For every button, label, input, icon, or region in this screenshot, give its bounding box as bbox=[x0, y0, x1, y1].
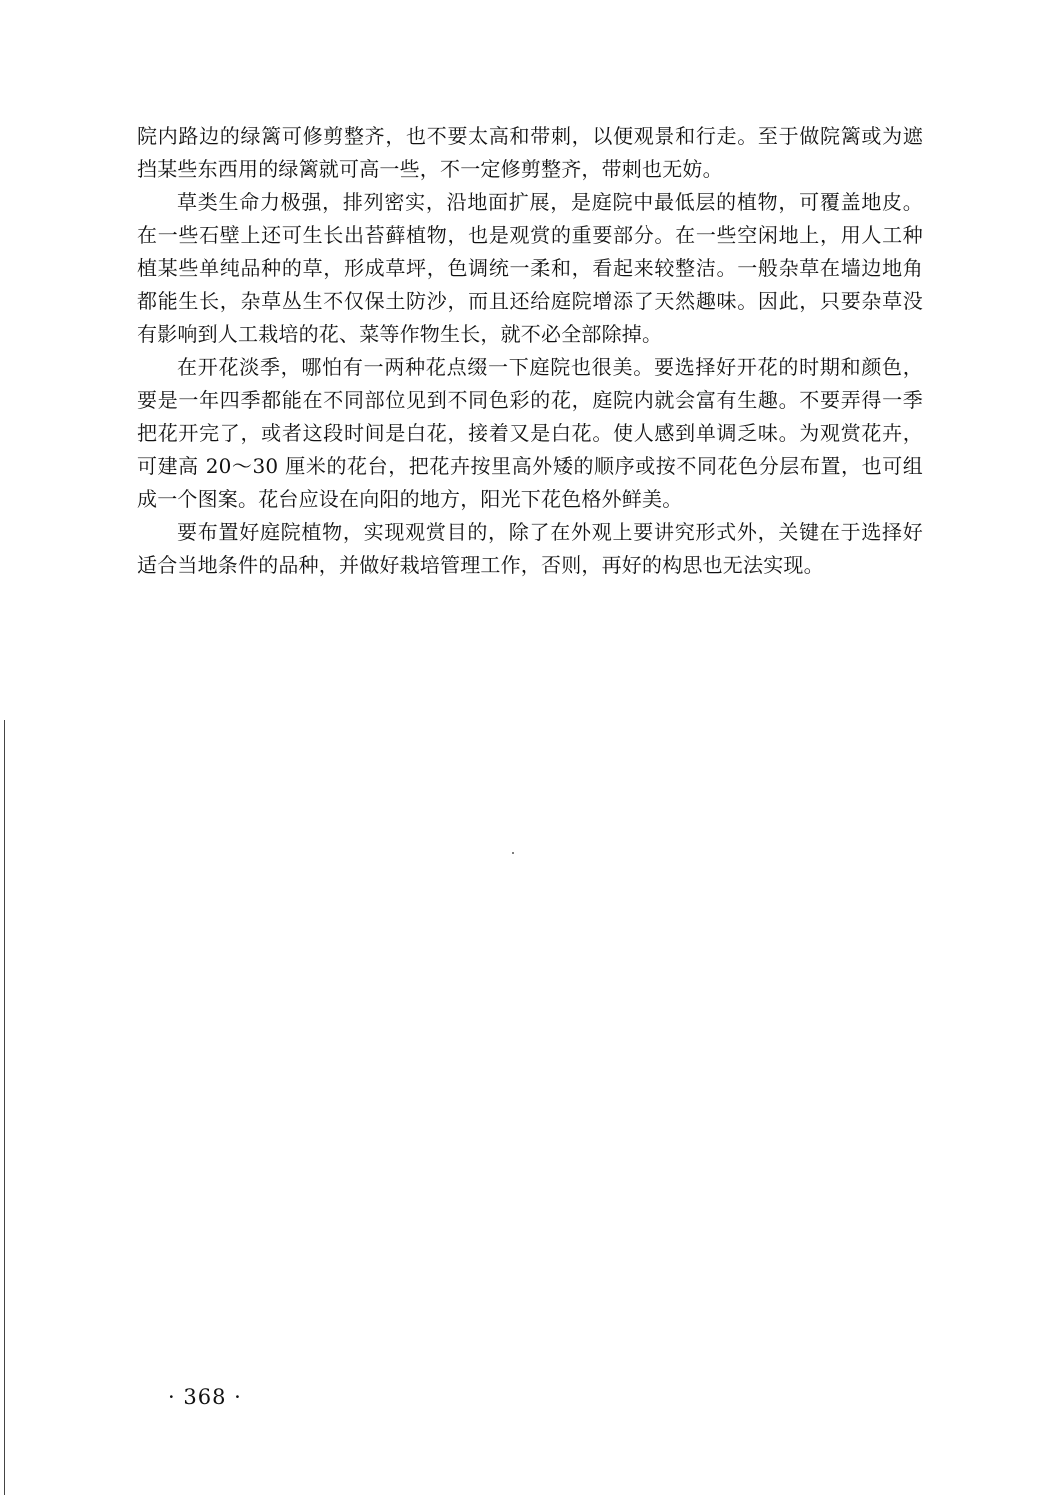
paragraph-2: 草类生命力极强，排列密实，沿地面扩展，是庭院中最低层的植物，可覆盖地皮。在一些石壁上还可生长出苔藓植物，也是观赏的重要部分。在一些空闲地上，用人工种植某些单纯品种的草，形成草坪，色调统一柔和，看起来较整洁。一般杂草在墙边地角都能生长，杂草丛生不仅保土防沙，而且还给庭院增添了天然趣味。因此，只要杂草没有影响到人工栽培的花、菜等作物生长，就不必全部除掉。 bbox=[137, 190, 923, 346]
scan-edge-line bbox=[4, 720, 5, 1495]
paragraph-1: 院内路边的绿篱可修剪整齐，也不要太高和带刺，以便观景和行走。至于做院篱或为遮挡某些东西用的绿篱就可高一些，不一定修剪整齐，带刺也无妨。 bbox=[137, 124, 923, 181]
paragraph-3: 在开花淡季，哪怕有一两种花点缀一下庭院也很美。要选择好开花的时期和颜色，要是一年四季都能在不同部位见到不同色彩的花，庭院内就会富有生趣。不要弄得一季把花开完了，或者这段时间是白花，接着又是白花。使人感到单调乏味。为观赏花卉，可建高 20～30 厘米的花台，把花卉按里高外矮的顺序或按不同花色分层布置，也可组成一个图案。花台应设在向阳的地方，阳光下花色格外鲜美。 bbox=[137, 355, 923, 511]
scan-speck bbox=[512, 852, 514, 854]
page-number: · 368 · bbox=[168, 1385, 242, 1409]
body-text bbox=[137, 120, 923, 582]
paragraph-4: 要布置好庭院植物，实现观赏目的，除了在外观上要讲究形式外，关键在于选择好适合当地条件的品种，并做好栽培管理工作，否则，再好的构思也无法实现。 bbox=[137, 520, 923, 577]
